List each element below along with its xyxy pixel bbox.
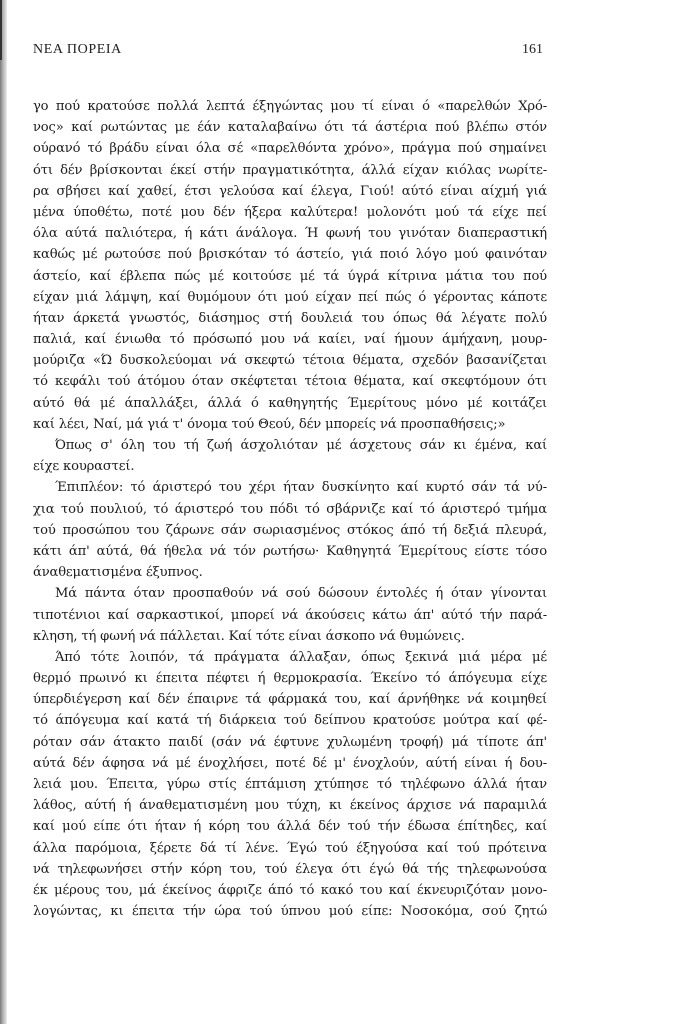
text-line: λειά μου. Έπειτα, γύρω στίς έπτάμιση χτύπησε τό τηλέφωνο άλλά ήταν — [33, 777, 547, 792]
body-text — [33, 96, 547, 922]
text-line: γο πού κρατούσε πολλά λεπτά έξηγώντας μου τί είναι ό «παρελθών Χρό- — [33, 99, 547, 114]
text-line: Έπιπλέον: τό άριστερό του χέρι ήταν δυσκίνητο καί κυρτό σάν τά νύ- — [55, 480, 547, 496]
text-line: είχε κουραστεί. — [33, 459, 135, 475]
text-line: ύπερδιέγερση καί δέν έπαιρνε τά φάρμακά του, καί άρνήθηκε νά κοιμηθεί — [33, 692, 547, 708]
text-line: αύτό θά μέ άπαλλάξει, άλλά ό καθηγητής Έμερίτους μόνο μέ κοιτάζει — [33, 395, 547, 411]
text-line: μένα ύποθέτω, ποτέ μου δέν ήξερα καλύτερα! μολονότι μού τά είχε πεί — [33, 204, 547, 220]
text-line: Μά πάντα όταν προσπαθούν νά σού δώσουν έντολές ή όταν γίνονται — [55, 586, 547, 602]
text-line: χια τού πουλιού, τό άριστερό του πόδι τό σβάρνιζε καί τό άριστερό τμήμα — [33, 501, 547, 517]
text-line: νά τηλεφωνήσει στήν κόρη του, τού έλεγα ότι έγώ θά τής τηλεφωνούσα — [33, 861, 547, 877]
text-line: λάθος, αύτή ή άναθεματισμένη μου τύχη, κι έκείνος άρχισε νά παραμιλά — [33, 798, 547, 814]
text-line: κάτι άπ' αύτά, θά ήθελα νά τόν ρωτήσω· Καθηγητά Έμερίτους είστε τόσο — [33, 543, 547, 559]
text-line: καθώς μέ ρωτούσε πού βρισκόταν τό άστείο, γιά ποιό λόγο μού φαινόταν — [33, 247, 547, 263]
text-line: ούρανό τό βράδυ είναι όλα σέ «παρελθόντα χρόνο», πράγμα πού σημαίνει — [33, 141, 547, 157]
text-line: ρα σβήσει καί χαθεί, έτσι γελούσα καί έλεγα, Γιού! αύτό είναι αίχμή γιά — [33, 183, 547, 199]
text-line: άλλα παρόμοια, ξέρετε δά τί λένε. Έγώ τού έξηγούσα καί τού πρότεινα — [33, 840, 547, 856]
text-line: τό άπόγευμα καί κατά τή διάρκεια τού δείπνου κρατούσε μούτρα καί φέ- — [33, 713, 547, 729]
page-number: 161 — [522, 42, 543, 57]
text-line: μούριζα «Ώ δυσκολεύομαι νά σκεφτώ τέτοια θέματα, σχεδόν βασανίζεται — [33, 353, 547, 369]
text-line: όλα αύτά παλιότερα, ή κάτι άνάλογα. Ή φωνή του γινόταν διαπεραστική — [33, 226, 547, 242]
text-line: τιποτένιοι καί σαρκαστικοί, μπορεί νά άκούσεις κάτω άπ' αύτό τήν παρά- — [33, 607, 547, 623]
text-line: Όπως σ' όλη του τή ζωή άσχολιόταν μέ άσχετους σάν κι έμένα, καί — [55, 438, 547, 453]
running-title: ΝΕΑ ΠΟΡΕΙΑ — [33, 42, 122, 57]
binding-edge — [0, 0, 2, 60]
text-line: θερμό πρωινό κι έπειτα πέφτει ή θερμοκρασία. Έκείνο τό άπόγευμα είχε — [33, 671, 547, 687]
text-line: ήταν άρκετά γνωστός, διάσημος στή δουλειά του όπως θά λέγατε πολύ — [33, 310, 547, 326]
text-line: Άπό τότε λοιπόν, τά πράγματα άλλαξαν, όπως ξεκινά μιά μέρα μέ — [55, 649, 547, 665]
text-line: άναθεματισμένα έξυπνος. — [33, 565, 203, 581]
text-line: άστείο, καί έβλεπα πώς μέ κοιτούσε μέ τά ύγρά κίτρινα μάτια του πού — [33, 268, 547, 284]
text-line: λογώντας, κι έπειτα τήν ώρα τού ύπνου μού είπε: Νοσοκόμα, σού ζητώ — [33, 904, 547, 920]
text-line: ότι δέν βρίσκονται έκεί στήν πραγματικότητα, άλλά είχαν κιόλας νωρίτε- — [33, 162, 547, 178]
binding-shadow — [0, 0, 7, 1024]
text-line: ρόταν σάν άτακτο παιδί (σάν νά έφτυνε χυλωμένη τροφή) μά τίποτε άπ' — [33, 734, 547, 750]
text-line: καί μού είπε ότι ήταν ή κόρη του άλλά δέν τού τήν έδωσα έπίτηδες, καί — [33, 819, 547, 835]
text-line: έκ μέρους του, μά έκείνος άφριζε άπό τό κακό του καί έκνευριζόταν μονο- — [33, 882, 547, 898]
text-line: κληση, τή φωνή νά πάλλεται. Καί τότε είναι άσκοπο νά θυμώνεις. — [33, 628, 465, 644]
running-header — [33, 42, 543, 62]
text-line: τού προσώπου του ζάρωνε σάν σωριασμένος στόκος άπό τή δεξιά πλευρά, — [33, 522, 547, 538]
text-line: τό κεφάλι τού άτόμου όταν σκέφτεται τέτοια θέματα, καί σκεφτόμουν ότι — [33, 374, 547, 390]
text-line: καί λέει, Ναί, μά γιά τ' όνομα τού Θεού, δέν μπορείς νά προσπαθήσεις;» — [33, 416, 506, 432]
text-line: είχαν μιά λάμψη, καί θυμόμουν ότι μού είχαν πεί πώς ό γέροντας κάποτε — [33, 289, 547, 305]
text-line: παλιά, καί ένιωθα τό πρόσωπό μου νά καίει, ναί ήμουν άμήχανη, μουρ- — [33, 332, 547, 348]
text-line: αύτά δέν άφησα νά μέ ένοχλήσει, ποτέ δέ μ' ένοχλούν, αύτή είναι ή δου- — [33, 755, 547, 771]
text-line: νος» καί ρωτώντας με έάν καταλαβαίνω ότι τά άστέρια πού βλέπω στόν — [33, 120, 547, 136]
